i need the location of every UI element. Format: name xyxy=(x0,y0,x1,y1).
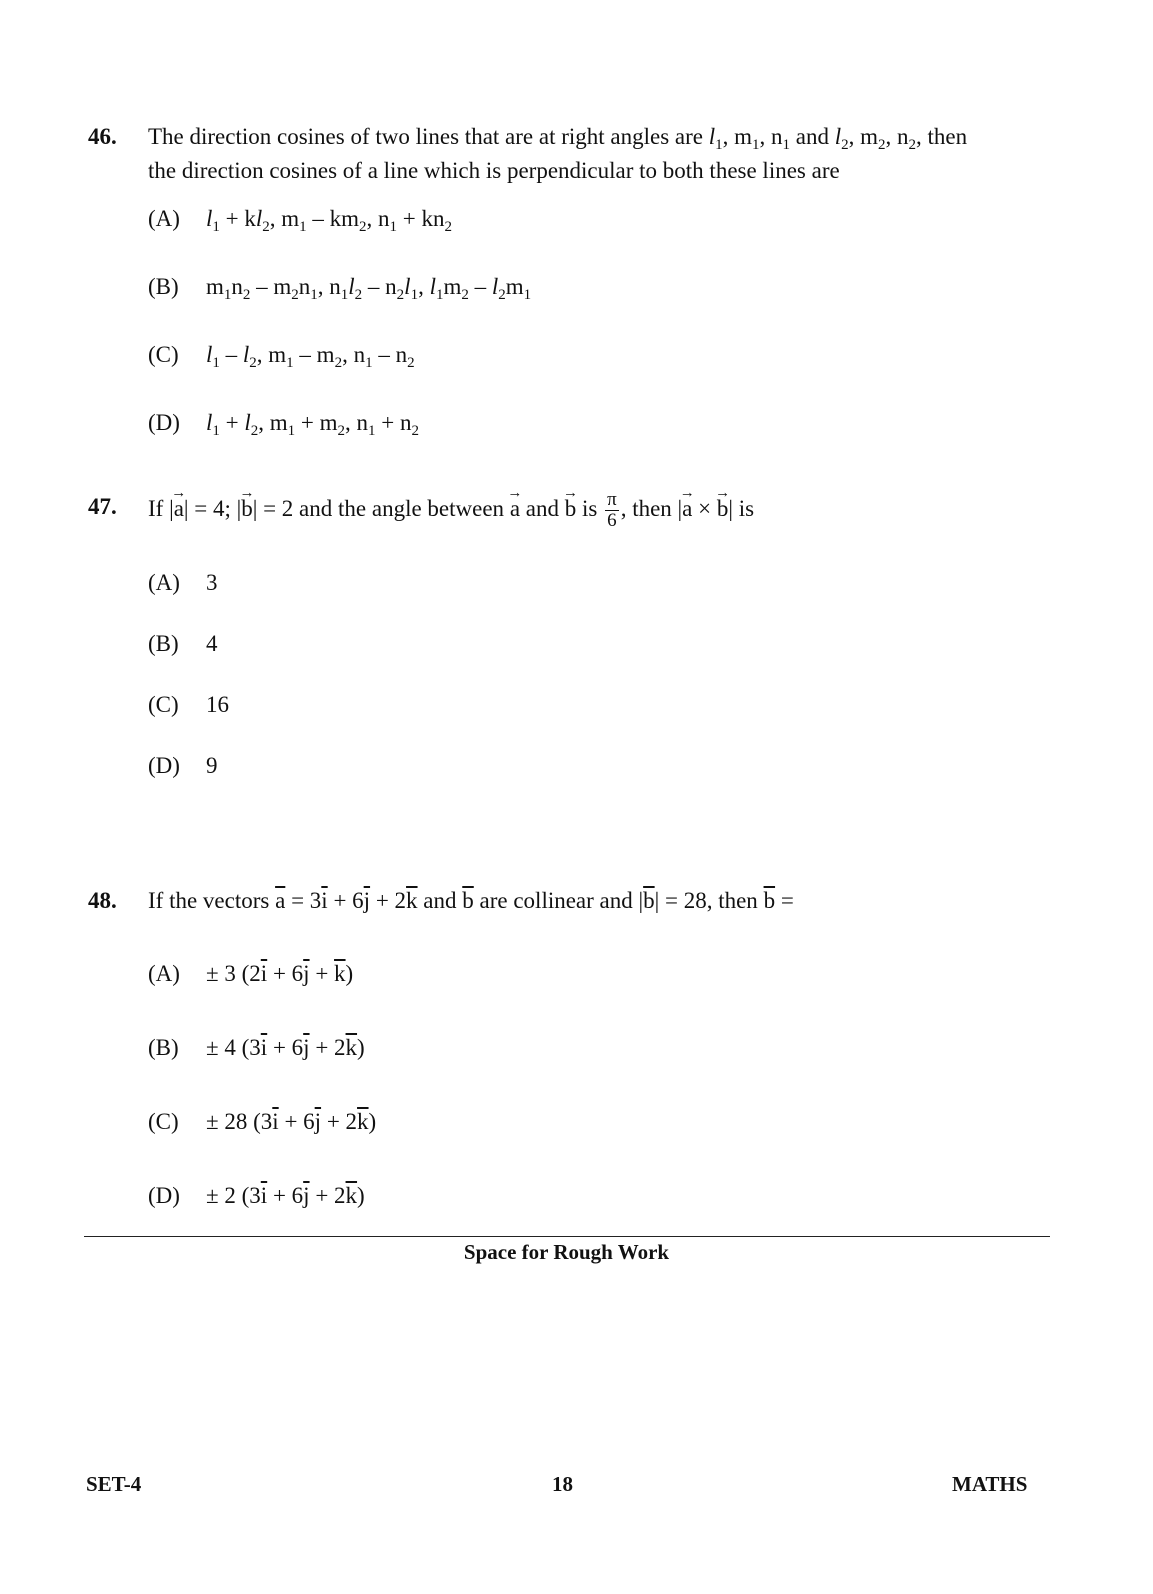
option-47-b: (B) 4 xyxy=(148,631,218,656)
question-46 xyxy=(88,120,1068,188)
option-46-a: (A) $l_1 + kl_2$, $m_1 - km_2$, $n_1 + kn_2$ xyxy=(148,206,453,235)
option-48-d: (D) ± 2 $(3\overline{i} + 6\overline{j} + 2\overline{k})$ xyxy=(148,1183,365,1208)
question-text: The direction cosines of two lines that are at right angles are $l_1$, $m_1$, $n_1$ and $l_2$, $m_2$, $n_2$, then the direction cosines of a line which is perpendicular to both these lines are xyxy=(148,124,968,183)
footer-page-number: 18 xyxy=(552,1472,573,1496)
question-number: 48. xyxy=(88,888,117,913)
option-48-b: (B) ± 4 $(3\overline{i} + 6\overline{j} + 2\overline{k})$ xyxy=(148,1035,365,1060)
option-47-c: (C) 16 xyxy=(148,692,229,717)
option-47-a: (A) 3 xyxy=(148,570,218,595)
option-46-d: (D) $l_1 + l_2$, $m_1 + m_2$, $n_1 + n_2$ xyxy=(148,410,420,439)
option-47-d: (D) 9 xyxy=(148,753,218,778)
footer-subject: MATHS xyxy=(952,1472,1028,1496)
option-48-a: (A) ± 3 $(2\overline{i} + 6\overline{j} + \overline{k})$ xyxy=(148,961,354,986)
divider-line xyxy=(84,1236,1050,1237)
option-48-c: (C) ± 28 $(3\overline{i} + 6\overline{j} + 2\overline{k})$ xyxy=(148,1109,377,1134)
question-text: If the vectors $\overline{a} = 3\overline{i} + 6\overline{j} + 2\overline{k}$ and $\overline{b}$ are collinear and $|\overline{b}| = 28$, then $\overline{b}$ = xyxy=(148,888,794,913)
footer-set: SET-4 xyxy=(86,1472,142,1496)
question-48 xyxy=(88,884,1068,918)
question-number: 47. xyxy=(88,494,117,519)
question-number: 46. xyxy=(88,124,117,149)
question-47 xyxy=(88,490,1068,531)
option-46-c: (C) $l_1 - l_2$, $m_1 - m_2$, $n_1 - n_2$ xyxy=(148,342,415,371)
option-46-b: (B) $m_1n_2 - m_2n_1$, $n_1l_2 - n_2l_1$, $l_1m_2 - l_2m_1$ xyxy=(148,274,532,303)
pi-over-6-fraction: $\frac{\pi}{6}$ xyxy=(607,489,617,531)
rough-work-heading: Space for Rough Work xyxy=(463,1240,670,1264)
question-text: If |→ a| = 4; |→ b| = 2 and the angle between → a and → b is $\frac{\pi}{6}$ , then |→ a × → b| is xyxy=(148,490,1068,531)
